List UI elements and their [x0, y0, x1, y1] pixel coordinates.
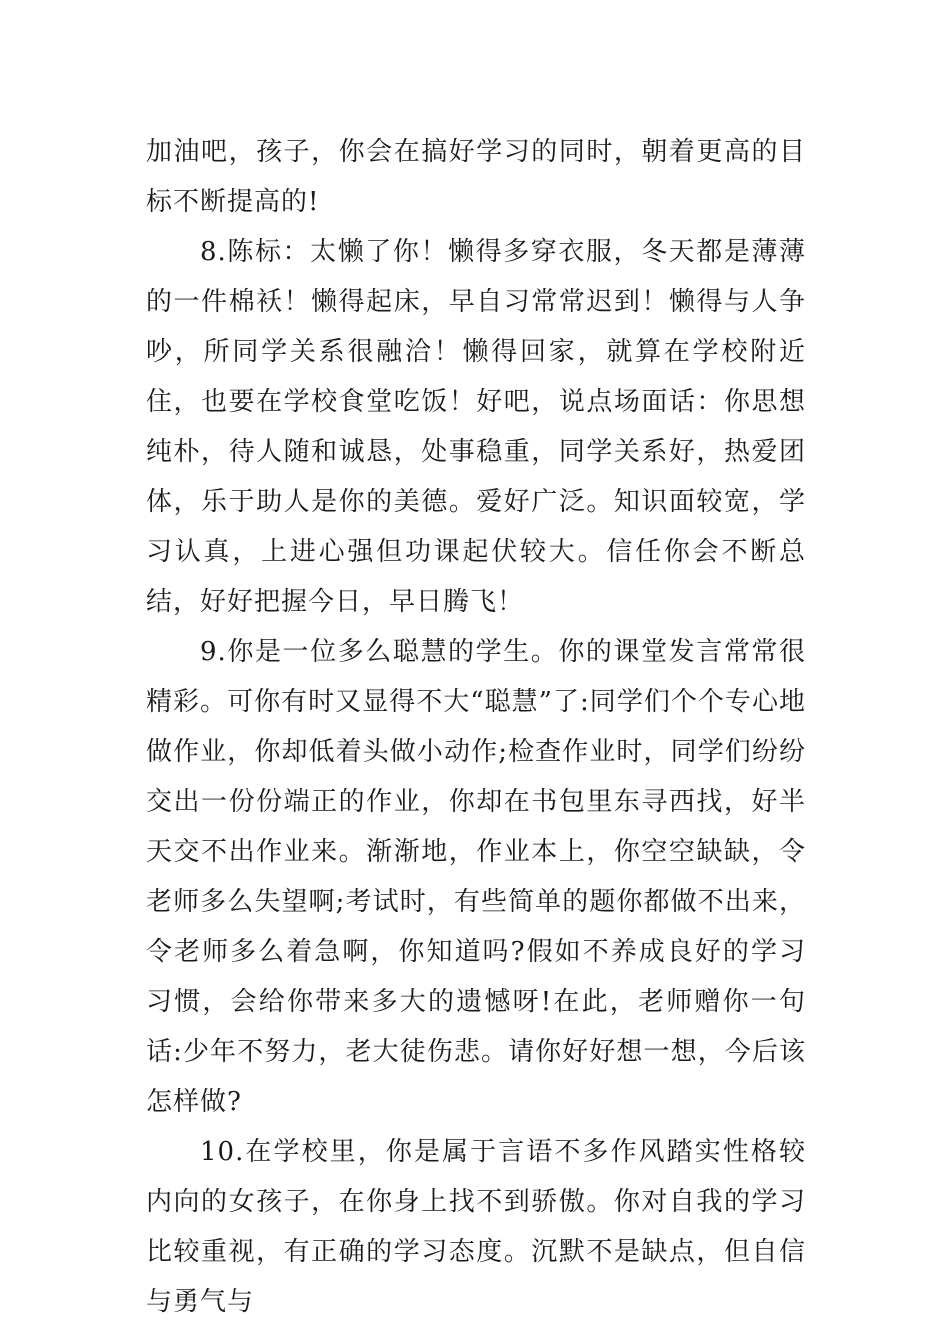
paragraph-comment-10: 10.在学校里，你是属于言语不多作风踏实性格较内向的女孩子，在你身上找不到骄傲。你对自我的学习比较重视，有正确的学习态度。沉默不是缺点，但自信与勇气与 [146, 1137, 806, 1317]
paragraph-comment-8: 8.陈标：太懒了你！懒得多穿衣服，冬天都是薄薄的一件棉袄！懒得起床，早自习常常迟到！懒得与人争吵，所同学关系很融洽！懒得回家，就算在学校附近住，也要在学校食堂吃饭！好吧，说点场面话：你思想纯朴，待人随和诚恳，处事稳重，同学关系好，热爱团体，乐于助人是你的美德。爱好广泛。知识面较宽，学习认真，上进心强但功课起伏较大。信任你会不断总结，好好把握今日，早日腾飞！ [146, 237, 806, 617]
paragraph-continuation: 加油吧，孩子，你会在搞好学习的同时，朝着更高的目标不断提高的! [146, 137, 806, 217]
paragraph-comment-9: 9.你是一位多么聪慧的学生。你的课堂发言常常很精彩。可你有时又显得不大“聪慧”了:同学们个个专心地做作业，你却低着头做小动作;检查作业时，同学们纷纷交出一份份端正的作业，你却在书包里东寻西找，好半天交不出作业来。渐渐地，作业本上，你空空缺缺，令老师多么失望啊;考试时，有些简单的题你都做不出来，令老师多么着急啊，你知道吗?假如不养成良好的学习习惯，会给你带来多大的遗憾呀!在此，老师赠你一句话:少年不努力，老大徒伤悲。请你好好想一想，今后该怎样做? [146, 637, 806, 1117]
document-body [146, 127, 806, 1327]
